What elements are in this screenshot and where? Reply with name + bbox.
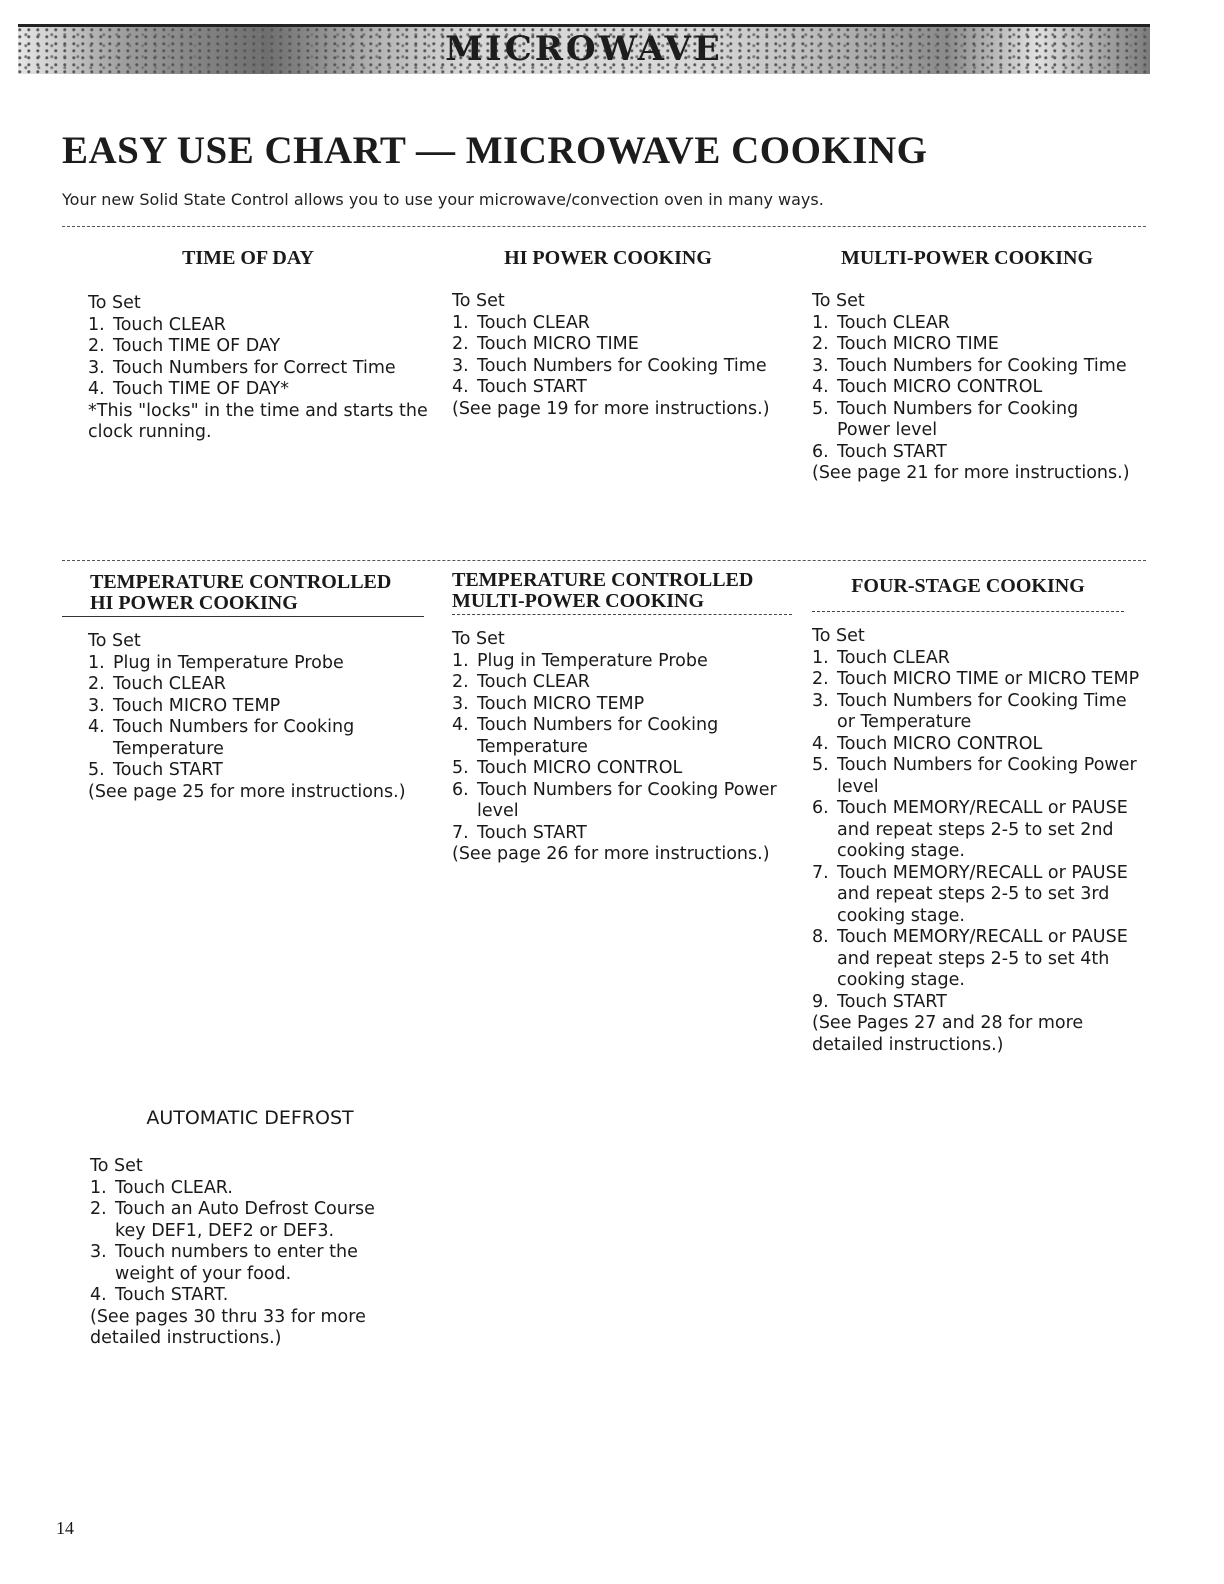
heading-line-2: HI POWER COOKING <box>90 592 298 614</box>
steps-list <box>88 315 432 401</box>
section-auto-defrost <box>62 1108 432 1350</box>
step-text: Touch CLEAR <box>113 674 226 694</box>
step-number: 2. <box>88 674 105 694</box>
section-body <box>812 291 1132 485</box>
step-number: 3. <box>452 355 469 376</box>
step-item <box>88 696 432 718</box>
heading-underline <box>452 614 792 615</box>
to-set-label: To Set <box>90 1156 143 1176</box>
step-number: 6. <box>452 779 469 800</box>
step-number: 9. <box>812 991 829 1012</box>
section-body <box>452 291 782 420</box>
to-set-label: To Set <box>812 626 865 646</box>
step-number: 4. <box>452 377 469 397</box>
heading-underline <box>812 611 1124 612</box>
step-item <box>452 356 782 378</box>
step-item <box>812 334 1132 356</box>
middle-divider <box>62 560 1146 561</box>
step-text: Touch TIME OF DAY <box>113 336 281 356</box>
step-text: Touch MEMORY/RECALL or PAUSE and repeat steps 2-5 to set 4th cooking stage. <box>837 927 1128 990</box>
step-number: 5. <box>812 398 829 419</box>
top-divider <box>62 226 1146 227</box>
banner-title: MICROWAVE <box>445 29 723 69</box>
section-multi-power <box>812 248 1132 485</box>
step-item <box>812 734 1142 756</box>
step-item <box>812 648 1142 670</box>
step-number: 2. <box>812 669 829 689</box>
to-set-label: To Set <box>452 291 505 311</box>
step-number: 5. <box>88 760 105 780</box>
step-text: Touch MICRO CONTROL <box>477 758 683 778</box>
step-text: Touch Numbers for Cooking Power level <box>837 755 1137 797</box>
step-item <box>812 863 1142 928</box>
step-number: 5. <box>452 758 469 778</box>
step-text: Touch START <box>837 991 947 1012</box>
step-text: Plug in Temperature Probe <box>477 650 708 671</box>
to-set-label: To Set <box>88 631 141 651</box>
section-heading: HI POWER COOKING <box>504 247 712 269</box>
step-number: 2. <box>90 1199 107 1219</box>
section-note: (See page 26 for more instructions.) <box>452 844 770 864</box>
step-text: Touch MEMORY/RECALL or PAUSE and repeat steps 2-5 to set 2nd cooking stage. <box>837 798 1128 861</box>
step-text: Touch Numbers for Cooking Time or Temperature <box>837 690 1127 732</box>
intro-text: Your new Solid State Control allows you to use your microwave/convection oven in many ways. <box>62 190 824 209</box>
step-item <box>88 717 432 760</box>
section-note: (See page 21 for more instructions.) <box>812 463 1130 483</box>
step-item <box>88 379 432 401</box>
step-number: 1. <box>88 652 105 673</box>
step-item <box>812 377 1132 399</box>
step-text: Touch MICRO CONTROL <box>837 377 1043 397</box>
section-heading <box>452 570 802 612</box>
page-number: 14 <box>56 1518 74 1538</box>
step-text: Touch MICRO TEMP <box>113 695 281 716</box>
section-note: (See page 19 for more instructions.) <box>452 398 770 419</box>
section-four-stage <box>812 576 1142 1056</box>
section-time-of-day <box>62 248 432 444</box>
steps-list <box>452 313 782 399</box>
section-body <box>812 626 1142 1056</box>
step-text: Touch MICRO TIME <box>477 334 639 354</box>
step-item <box>812 313 1132 335</box>
section-heading: TIME OF DAY <box>182 247 314 269</box>
step-number: 3. <box>452 693 469 714</box>
step-text: Touch Numbers for Cooking Power level <box>837 398 1079 440</box>
step-text: Touch START <box>477 822 587 843</box>
step-item <box>88 760 432 782</box>
step-number: 3. <box>812 690 829 711</box>
step-number: 3. <box>90 1242 107 1262</box>
step-number: 1. <box>90 1177 107 1198</box>
step-text: Touch CLEAR <box>837 312 950 333</box>
step-item <box>88 674 432 696</box>
step-item <box>452 694 802 716</box>
step-text: Touch MICRO TIME or MICRO TEMP <box>837 669 1140 689</box>
step-text: Touch CLEAR. <box>115 1177 233 1198</box>
step-text: Touch TIME OF DAY* <box>113 379 289 399</box>
step-number: 7. <box>812 862 829 883</box>
step-number: 1. <box>812 647 829 668</box>
step-number: 1. <box>452 312 469 333</box>
step-text: Touch Numbers for Cooking Time <box>837 355 1127 376</box>
step-item <box>812 399 1132 442</box>
heading-line-1: TEMPERATURE CONTROLLED <box>452 569 754 591</box>
section-heading: MULTI-POWER COOKING <box>840 247 1094 269</box>
step-text: Touch START. <box>115 1285 229 1305</box>
step-text: Touch MEMORY/RECALL or PAUSE and repeat steps 2-5 to set 3rd cooking stage. <box>837 862 1128 926</box>
step-number: 4. <box>88 379 105 399</box>
step-number: 7. <box>452 822 469 843</box>
step-item <box>88 653 432 675</box>
step-item <box>452 377 782 399</box>
step-item <box>452 780 802 823</box>
step-text: Touch CLEAR <box>477 312 590 333</box>
step-number: 1. <box>452 650 469 671</box>
step-text: Touch Numbers for Cooking Temperature <box>477 715 719 757</box>
step-number: 6. <box>812 798 829 818</box>
step-item <box>90 1285 410 1307</box>
to-set-label: To Set <box>452 629 505 649</box>
step-text: Touch MICRO TIME <box>837 334 999 354</box>
steps-list <box>88 653 432 782</box>
step-text: Touch START <box>477 377 587 397</box>
section-note: *This "locks" in the time and starts the clock running. <box>88 400 428 442</box>
microwave-banner <box>18 24 1150 74</box>
section-heading: FOUR-STAGE COOKING <box>851 575 1085 597</box>
step-item <box>812 442 1132 464</box>
step-item <box>812 798 1142 863</box>
section-heading: AUTOMATIC DEFROST <box>146 1107 354 1129</box>
step-text: Touch Numbers for Correct Time <box>113 357 396 378</box>
steps-list <box>452 651 802 845</box>
steps-list <box>812 648 1142 1014</box>
step-number: 3. <box>812 355 829 376</box>
step-number: 2. <box>452 672 469 692</box>
step-text: Touch Numbers for Cooking Time <box>477 355 767 376</box>
step-text: Touch CLEAR <box>837 647 950 668</box>
step-number: 2. <box>88 336 105 356</box>
to-set-label: To Set <box>88 293 141 313</box>
step-text: Touch Numbers for Cooking Temperature <box>113 717 355 759</box>
step-item <box>452 672 802 694</box>
step-number: 4. <box>452 715 469 735</box>
step-item <box>812 992 1142 1014</box>
step-number: 2. <box>812 334 829 354</box>
section-body <box>62 1156 410 1350</box>
step-number: 6. <box>812 441 829 462</box>
step-number: 4. <box>88 717 105 737</box>
section-temp-hi-power <box>62 572 432 803</box>
section-body <box>62 293 432 444</box>
step-number: 8. <box>812 927 829 947</box>
step-item <box>88 358 432 380</box>
step-text: Touch MICRO TEMP <box>477 693 645 714</box>
step-item <box>452 823 802 845</box>
step-number: 4. <box>812 377 829 397</box>
step-number: 5. <box>812 755 829 775</box>
step-text: Touch Numbers for Cooking Power level <box>477 779 777 821</box>
step-item <box>812 356 1132 378</box>
heading-line-2: MULTI-POWER COOKING <box>452 590 705 612</box>
page-title: EASY USE CHART — MICROWAVE COOKING <box>62 129 928 172</box>
section-hi-power <box>452 248 782 420</box>
step-text: Touch CLEAR <box>113 314 226 335</box>
section-temp-multi-power <box>452 570 802 866</box>
step-number: 2. <box>452 334 469 354</box>
step-item <box>452 334 782 356</box>
step-number: 1. <box>88 314 105 335</box>
section-note: (See page 25 for more instructions.) <box>88 781 406 802</box>
section-note: (See pages 30 thru 33 for more detailed instructions.) <box>90 1306 366 1348</box>
step-number: 3. <box>88 357 105 378</box>
steps-list <box>812 313 1132 464</box>
heading-line-1: TEMPERATURE CONTROLLED <box>90 571 392 593</box>
steps-list <box>90 1178 410 1307</box>
step-item <box>88 315 432 337</box>
step-text: Touch numbers to enter the weight of your food. <box>115 1242 358 1284</box>
section-body <box>62 631 432 803</box>
step-item <box>90 1178 410 1200</box>
step-item <box>812 691 1142 734</box>
step-item <box>812 755 1142 798</box>
step-number: 4. <box>90 1285 107 1305</box>
step-item <box>90 1242 410 1285</box>
step-item <box>452 715 802 758</box>
section-body <box>452 629 802 866</box>
section-note: (See Pages 27 and 28 for more detailed instructions.) <box>812 1013 1084 1055</box>
step-item <box>88 336 432 358</box>
step-item <box>452 758 802 780</box>
step-number: 4. <box>812 733 829 754</box>
step-text: Touch an Auto Defrost Course key DEF1, DEF2 or DEF3. <box>115 1199 375 1241</box>
step-text: Plug in Temperature Probe <box>113 652 344 673</box>
step-item <box>812 927 1142 992</box>
step-text: Touch CLEAR <box>477 672 590 692</box>
step-item <box>452 313 782 335</box>
step-number: 1. <box>812 312 829 333</box>
step-item <box>452 651 802 673</box>
section-heading <box>62 572 432 614</box>
heading-underline <box>62 616 424 617</box>
step-item <box>90 1199 410 1242</box>
step-text: Touch START <box>113 760 223 780</box>
to-set-label: To Set <box>812 291 865 311</box>
step-text: Touch MICRO CONTROL <box>837 733 1043 754</box>
step-number: 3. <box>88 695 105 716</box>
step-text: Touch START <box>837 441 947 462</box>
step-item <box>812 669 1142 691</box>
